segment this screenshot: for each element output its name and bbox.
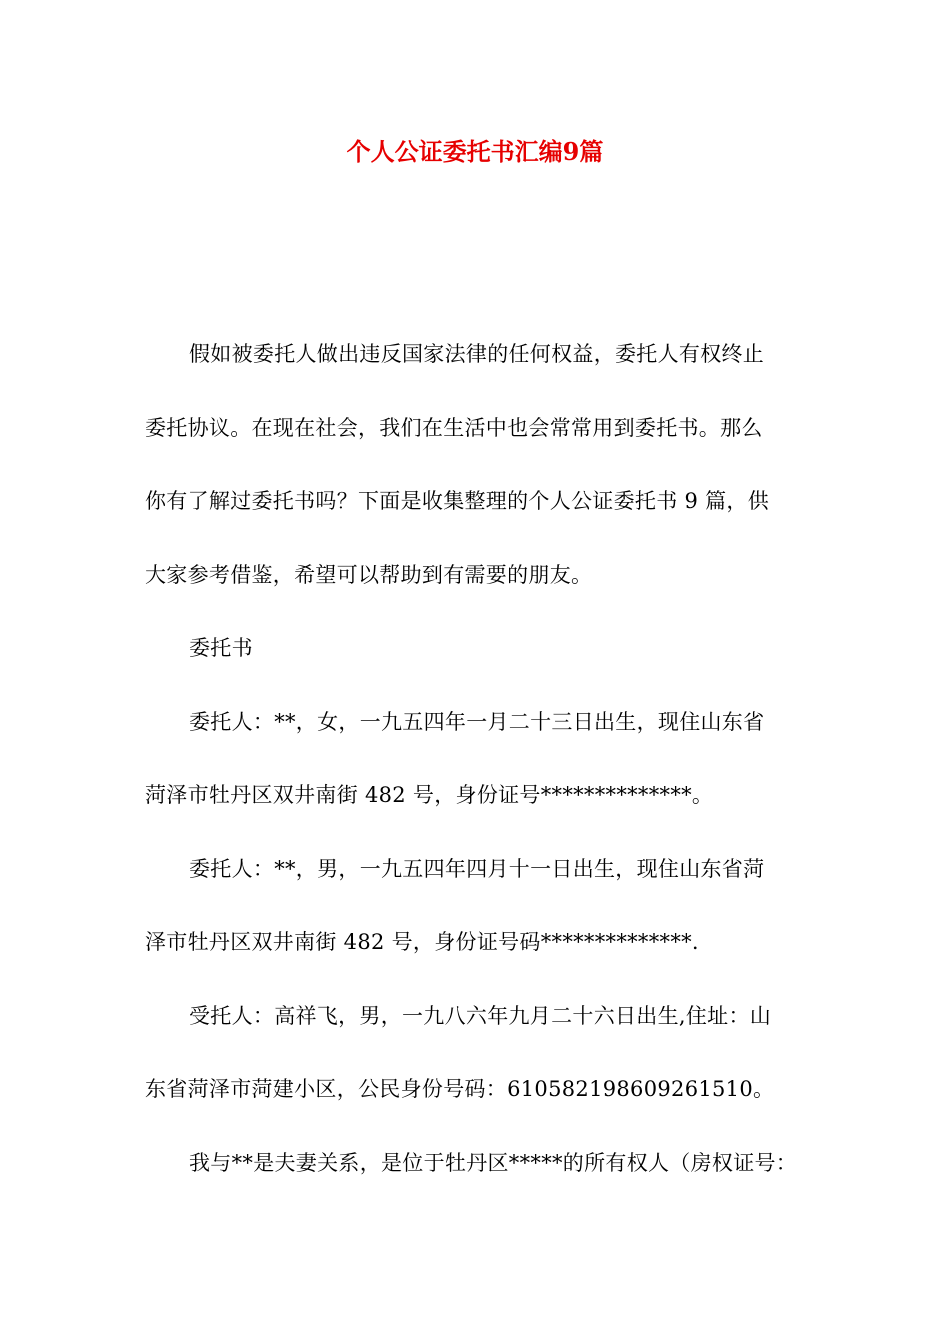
- text-line: 受托人：高祥飞，男，一九八六年九月二十六日出生,住址：山: [189, 1003, 772, 1028]
- text-line: 我与**是夫妻关系，是位于牡丹区*****的所有权人（房权证号：: [189, 1150, 798, 1175]
- text-line: 东省菏泽市菏建小区，公民身份号码：610582198609261510。: [145, 1077, 775, 1101]
- text-line: 委托书: [189, 636, 253, 660]
- principal-paragraph-1: [145, 686, 810, 833]
- text-line: 大家参考借鉴，希望可以帮助到有需要的朋友。: [145, 562, 593, 587]
- text-line: 委托协议。在现在社会，我们在生活中也会常常用到委托书。那么: [145, 415, 763, 440]
- text-line: 菏泽市牡丹区双井南街 482 号，身份证号**************。: [145, 783, 714, 807]
- agent-paragraph: [145, 980, 810, 1127]
- principal-paragraph-2: [145, 833, 810, 980]
- text-line: 泽市牡丹区双井南街 482 号，身份证号码**************.: [145, 930, 699, 954]
- document-title: 个人公证委托书汇编9篇: [346, 137, 604, 166]
- text-line: 委托人：**，男，一九五四年四月十一日出生，现住山东省菏: [189, 856, 765, 881]
- text-line: 委托人：**，女，一九五四年一月二十三日出生，现住山东省: [189, 709, 765, 734]
- document-body: [145, 318, 810, 1200]
- statement-paragraph: [145, 1127, 810, 1201]
- text-line: 假如被委托人做出违反国家法律的任何权益，委托人有权终止: [189, 342, 765, 366]
- intro-paragraph: [145, 318, 810, 612]
- section-heading: [145, 612, 810, 686]
- text-line: 你有了解过委托书吗？下面是收集整理的个人公证委托书 9 篇，供: [145, 489, 770, 513]
